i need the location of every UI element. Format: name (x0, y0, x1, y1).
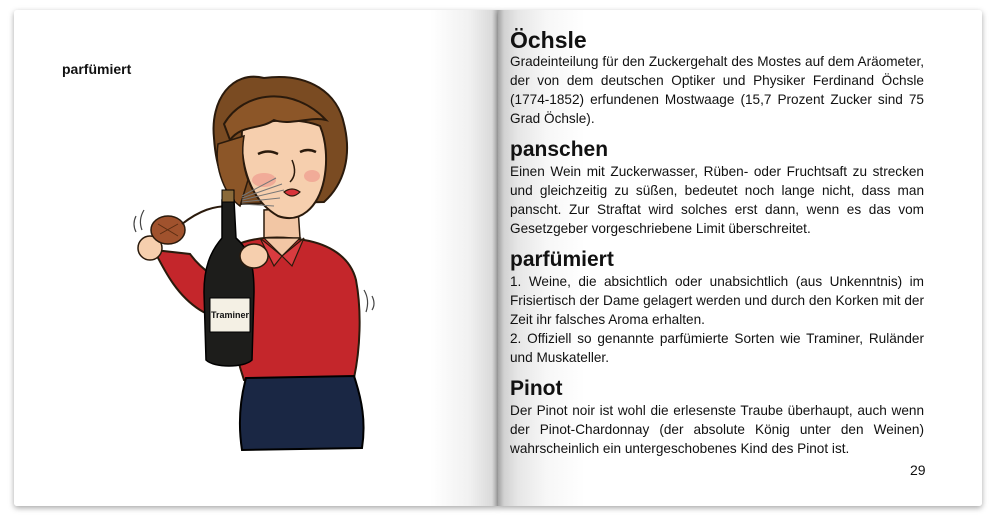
left-page (14, 10, 498, 506)
left-page-header: parfümiert (62, 61, 132, 77)
cartoon-illustration (114, 60, 384, 460)
entry-oechsle (510, 28, 924, 128)
entry-panschen (510, 138, 924, 238)
wine-bottle (204, 200, 254, 366)
entry-pinot (510, 377, 924, 458)
bottle-label-text: Traminer (210, 310, 250, 320)
navy-skirt (240, 376, 364, 450)
book-spine (492, 10, 504, 506)
entry-text: Der Pinot noir ist wohl die erlesenste Traube überhaupt, auch wenn der Pinot-Chardonnay (der absolute König unter den Weinen) wahrscheinlich ein untergeschobenes Kind des Pinot ist. (510, 403, 924, 456)
entry-title: panschen (510, 138, 609, 161)
entry-title: parfümiert (510, 248, 614, 271)
entry-parfuemiert (510, 248, 924, 367)
page-number: 29 (910, 462, 926, 478)
entry-text-line-1: 1. Weine, die absichtlich oder unabsichtlich (aus Unkenntnis) im Frisiertisch der Dame gelagert werden und durch den Korken mit der Zeit ihr falsches Aroma erhalten. (510, 274, 924, 327)
glossary-content (510, 28, 924, 468)
entry-text-line-2: 2. Offiziell so genannte parfümierte Sorten wie Traminer, Ruländer und Muskateller. (510, 331, 924, 365)
entry-title: Öchsle (510, 27, 587, 53)
entry-text: Gradeinteilung für den Zuckergehalt des Mostes auf dem Aräometer, der von dem deutschen Optiker und Physiker Ferdinand Öchsle (1774-1852) erfundenen Mostwaage (15,7 Prozent Zucker sind 75 Grad Öchsle). (510, 54, 924, 126)
entry-title: Pinot (510, 377, 563, 400)
entry-text: Einen Wein mit Zuckerwasser, Rüben- oder Fruchtsaft zu strecken und gleichzeitig zu süßen, bedeutet noch lange nicht, dass man panscht. Zur Straftat wird solches erst dann, wenn es das vom Gesetzgeber vorgeschriebene Limit überschreitet. (510, 164, 924, 236)
